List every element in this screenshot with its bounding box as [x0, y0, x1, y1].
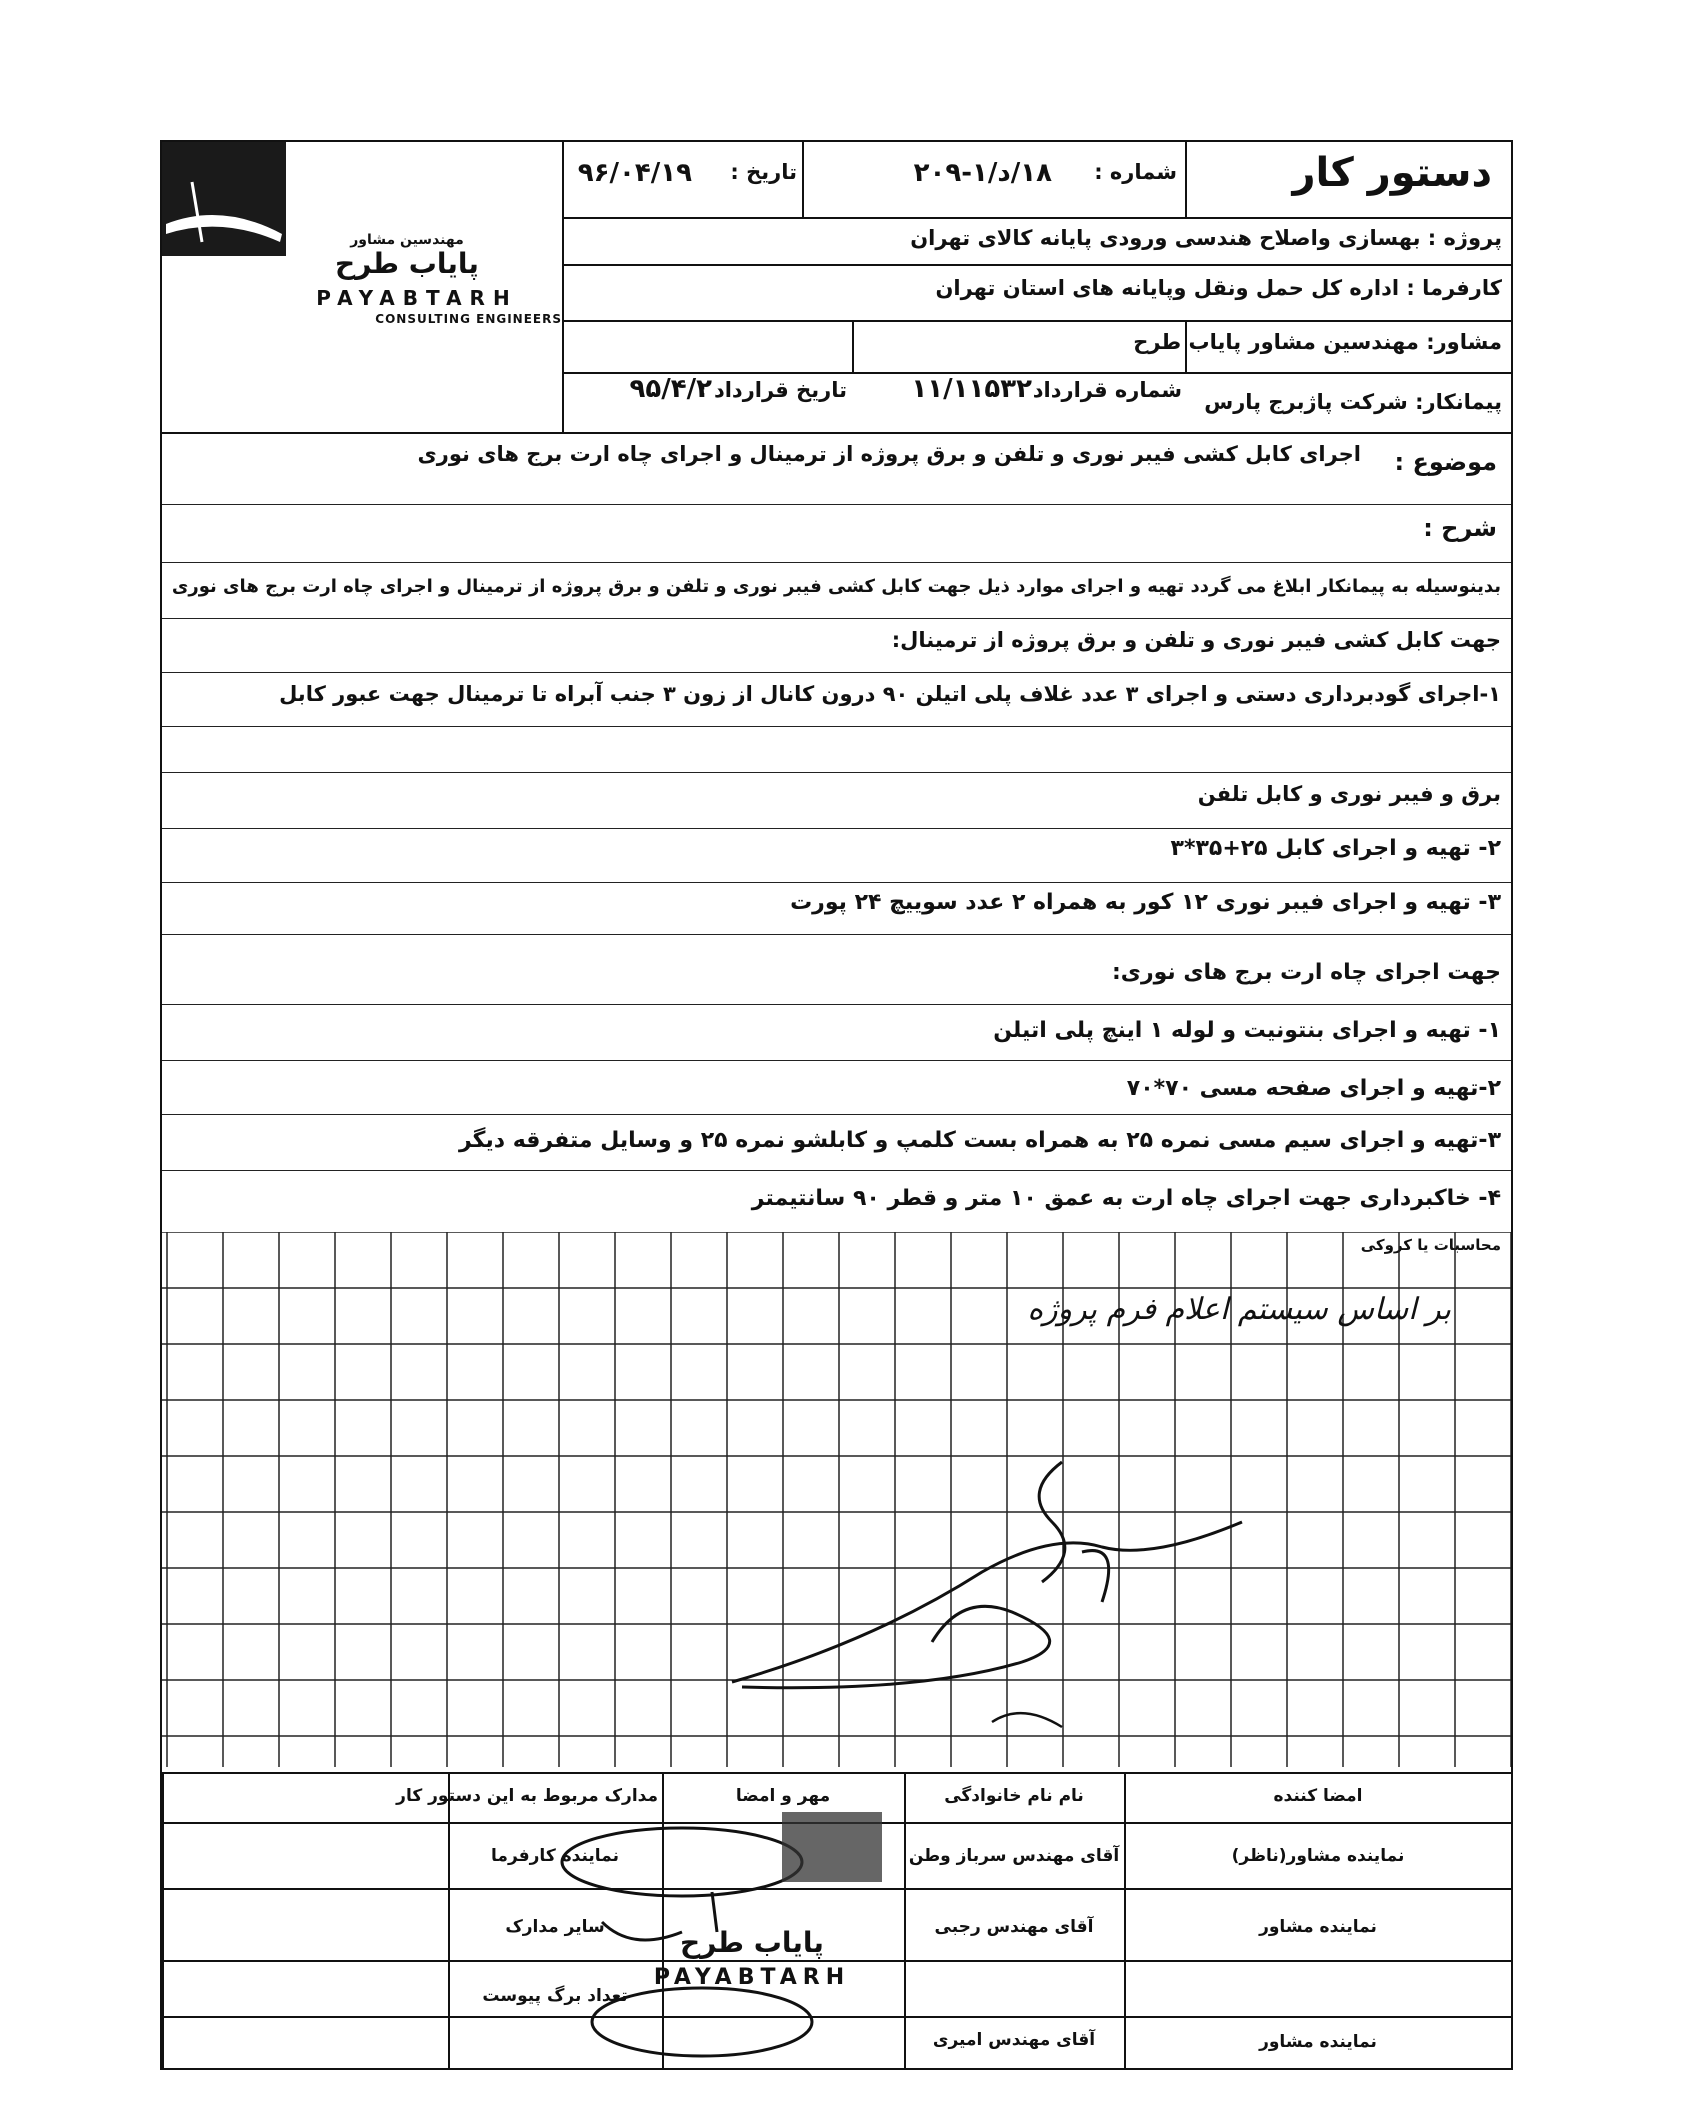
number-value: ۱۸/د/۱-۲۰۹ [913, 158, 1052, 188]
description-label: شرح : [1423, 514, 1497, 542]
section2-item4: ۴- خاکبرداری جهت اجرای چاه ارت به عمق ۱۰ متر و قطر ۹۰ سانتیمتر [751, 1186, 1501, 1211]
calc-label: محاسبات یا کروکی [1360, 1236, 1501, 1254]
number-label: شماره : [1094, 160, 1177, 184]
logo-english-sub: CONSULTING ENGINEERS [375, 312, 562, 326]
section2-item3: ۳-تهیه و اجرای سیم مسی نمره ۲۵ به همراه بست کلمپ و کابلشو نمره ۲۵ و وسایل متفرقه دیگر [459, 1128, 1501, 1153]
section2-item1: ۱- تهیه و اجرای بنتونیت و لوله ۱ اینچ پلی اتیلن [993, 1018, 1501, 1043]
logo-persian-main: پایاب طرح [335, 247, 479, 280]
handwritten-note: بر اساس سیستم اعلام فرم پروژه [1027, 1292, 1451, 1327]
date-value: ۹۶/۰۴/۱۹ [577, 158, 692, 188]
footer-row2-doc: سایر مدارک [505, 1917, 605, 1937]
section1-item3: ۳- تهیه و اجرای فیبر نوری ۱۲ کور به همراه ۲ عدد سوییچ ۲۴ پورت [790, 890, 1501, 915]
section1-item2: ۲- تهیه و اجرای کابل ۲۵+۳۵*۳ [1170, 836, 1501, 861]
logo-persian-top: مهندسین مشاور [350, 232, 464, 248]
footer-row2-role: نماینده مشاور [1259, 1917, 1377, 1937]
project-line: پروژه : بهسازی واصلاح هندسی ورودی پایانه کالای تهران [910, 226, 1502, 250]
description-intro: بدینوسیله به پیمانکار ابلاغ می گردد تهیه و اجرای موارد ذیل جهت کابل کشی فیبر نوری و تلفن و برق پروژه از ترمینال و اجرای چاه ارت برج های نوری [171, 576, 1501, 597]
footer-signer-header: امضا کننده [1273, 1786, 1363, 1806]
document-title: دستور کار [1292, 150, 1492, 196]
footer-row1-doc: نماینده کارفرما [491, 1846, 619, 1866]
footer-row1-role: نماینده مشاور(ناظر) [1231, 1846, 1405, 1866]
footer-row1-name: آقای مهندس سرباز وطن [908, 1846, 1120, 1866]
employer-line: کارفرما : اداره کل حمل ونقل وپایانه های استان تهران [935, 276, 1502, 300]
consultant-line: مشاور: مهندسین مشاور پایاب طرح [1133, 330, 1502, 354]
footer-row2-name: آقای مهندس رجبی [934, 1917, 1094, 1937]
footer-row3-role: نماینده مشاور [1259, 2032, 1377, 2052]
company-logo-area [162, 142, 564, 432]
contract-number-label: شماره قرارداد : [1017, 378, 1182, 402]
signatures-table [162, 1772, 1511, 2070]
footer-name-header: نام نام خانوادگی [944, 1786, 1084, 1806]
stamp-english: PAYABTARH [653, 1965, 851, 1990]
date-label: تاریخ : [730, 160, 797, 184]
contract-date-value: ۹۵/۴/۲ [629, 374, 712, 404]
contract-date-label: تاریخ قرارداد : [698, 378, 847, 402]
footer-seal-header: مهر و امضا [735, 1786, 831, 1806]
contract-number-value: ۱۱/۱۱۵۳۲ [911, 374, 1032, 404]
logo-mark-icon [162, 142, 286, 256]
section1-title: جهت کابل کشی فیبر نوری و تلفن و برق پروژه از ترمینال: [891, 628, 1501, 652]
section2-item2: ۲-تهیه و اجرای صفحه مسی ۷۰*۷۰ [1126, 1076, 1501, 1101]
contractor-line: پیمانکار: شرکت پاژبرج پارس [1204, 390, 1502, 414]
logo-english: PAYABTARH [316, 286, 518, 310]
work-order-sheet [160, 140, 1513, 2070]
footer-row3-doc: تعداد برگ پیوست [482, 1986, 628, 2006]
footer-row3-name: آقای مهندس امیری [932, 2030, 1096, 2050]
section2-title: جهت اجرای چاه ارت برج های نوری: [1112, 960, 1501, 985]
section1-item1-a: ۱-اجرای گودبرداری دستی و اجرای ۳ عدد غلاف پلی اتیلن ۹۰ درون کانال از زون ۳ جنب آبراه تا ترمینال جهت عبور کابل [279, 682, 1501, 706]
subject-text: اجرای کابل کشی فیبر نوری و تلفن و برق پروژه از ترمینال و اجرای چاه ارت برج های نوری [417, 442, 1361, 466]
header-block [162, 142, 1511, 432]
section1-item1-b: برق و فیبر نوری و کابل تلفن [1197, 782, 1501, 806]
logo-persian [282, 232, 532, 280]
subject-label: موضوع : [1394, 448, 1497, 476]
stamp-persian: پایاب طرح [680, 1926, 824, 1959]
footer-docs-header: مدارک مربوط به این دستور کار [396, 1786, 658, 1806]
